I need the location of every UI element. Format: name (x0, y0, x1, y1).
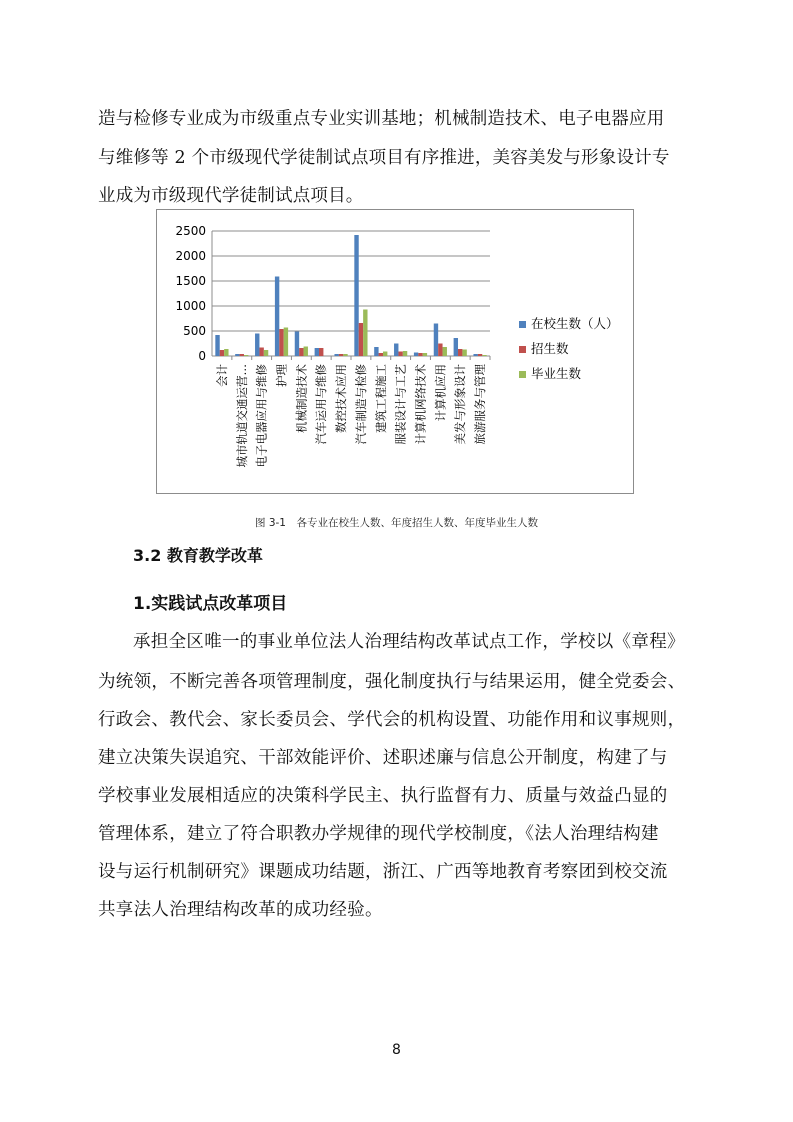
paragraph-line: 行政会、教代会、家长委员会、学代会的机构设置、功能作用和议事规则， (98, 710, 686, 730)
section-heading: 3.2 教育教学改革 (133, 546, 263, 565)
x-tick-label: 计算机应用 (433, 364, 448, 422)
paragraph-line: 共享法人治理结构改革的成功经验。 (98, 900, 383, 920)
x-tick-label: 电子电器应用与维修 (254, 364, 269, 468)
x-tick-label: 建筑工程施工 (373, 364, 388, 433)
bar (255, 334, 259, 357)
bar (374, 347, 378, 356)
intro-line-2: 与维修等 2 个市级现代学徒制试点项目有序推进，美容美发与形象设计专 (98, 148, 670, 168)
bar (264, 350, 268, 356)
bar (235, 354, 239, 356)
y-tick-label: 500 (183, 324, 206, 338)
bar (319, 348, 323, 356)
x-tick-label: 护理 (274, 364, 289, 387)
x-tick-label: 美发与形象设计 (453, 364, 468, 445)
paragraph-line: 承担全区唯一的事业单位法人治理结构改革试点工作，学校以《章程》 (133, 632, 685, 652)
bar (434, 324, 438, 357)
intro-line-3: 业成为市级现代学徒制试点项目。 (98, 186, 364, 206)
legend-swatch (519, 346, 526, 353)
bar (438, 344, 442, 357)
y-tick-label: 0 (198, 349, 206, 363)
bar (215, 335, 219, 356)
x-tick-label: 机械制造技术 (294, 364, 309, 433)
bar (394, 344, 398, 357)
x-tick-label: 城市轨道交通运营… (234, 364, 249, 468)
bar (284, 328, 288, 357)
bar (295, 332, 299, 357)
bar (398, 352, 402, 357)
legend-swatch (519, 321, 526, 328)
bar (363, 310, 367, 357)
bar (315, 348, 319, 356)
bar (299, 348, 303, 356)
page-number: 8 (392, 1042, 401, 1058)
x-tick-label: 会计 (214, 364, 229, 387)
legend-label: 毕业生数 (531, 366, 582, 381)
bar (244, 355, 248, 356)
paragraph-line: 为统领，不断完善各项管理制度，强化制度执行与结果运用，健全党委会、 (98, 672, 686, 692)
x-tick-label: 旅游服务与管理 (473, 364, 488, 445)
bar (220, 350, 224, 356)
legend-swatch (519, 371, 526, 378)
bar (473, 354, 477, 356)
bar (275, 277, 279, 357)
x-tick-label: 数控技术应用 (334, 364, 349, 433)
bar (454, 338, 458, 356)
paragraph-line: 建立决策失误追究、干部效能评价、述职述廉与信息公开制度，构建了与 (98, 748, 668, 768)
figure-caption: 图 3-1 各专业在校生人数、年度招生人数、年度毕业生人数 (255, 517, 538, 529)
bar (423, 353, 427, 356)
bar-chart (156, 209, 634, 494)
bar (224, 349, 228, 356)
paragraph-line: 设与运行机制研究》课题成功结题，浙江、广西等地教育考察团到校交流 (98, 862, 668, 882)
legend-label: 在校生数（人） (531, 316, 619, 331)
y-tick-label: 1000 (175, 299, 206, 313)
x-tick-label: 计算机网络技术 (413, 364, 428, 445)
y-tick-label: 2500 (175, 224, 206, 238)
bar (383, 352, 387, 357)
intro-line-1: 造与检修专业成为市级重点专业实训基地；机械制造技术、电子电器应用 (98, 109, 665, 129)
bar (259, 348, 263, 357)
bar (343, 354, 347, 356)
bar (418, 353, 422, 356)
bar (443, 347, 447, 356)
bar (334, 354, 338, 356)
paragraph-line: 管理体系，建立了符合职教办学规律的现代学校制度，《法人治理结构建 (98, 824, 659, 844)
y-tick-label: 2000 (175, 249, 206, 263)
bar (240, 354, 244, 356)
bar (482, 355, 486, 356)
y-tick-label: 1500 (175, 274, 206, 288)
bar (478, 354, 482, 356)
bar (462, 350, 466, 357)
bar (354, 235, 358, 356)
bar (339, 354, 343, 356)
bar (304, 347, 308, 357)
bar (403, 351, 407, 356)
bar (379, 353, 383, 356)
x-tick-label: 汽车制造与检修 (353, 364, 368, 445)
bar (414, 353, 418, 357)
legend-label: 招生数 (531, 341, 569, 356)
bar (359, 323, 363, 356)
bar (458, 349, 462, 356)
x-tick-label: 服装设计与工艺 (393, 364, 408, 445)
bar (279, 329, 283, 356)
sub-heading: 1.实践试点改革项目 (133, 594, 288, 614)
x-tick-label: 汽车运用与维修 (314, 364, 329, 445)
bar-chart-svg (157, 210, 635, 495)
paragraph-line: 学校事业发展相适应的决策科学民主、执行监督有力、质量与效益凸显的 (98, 786, 668, 806)
